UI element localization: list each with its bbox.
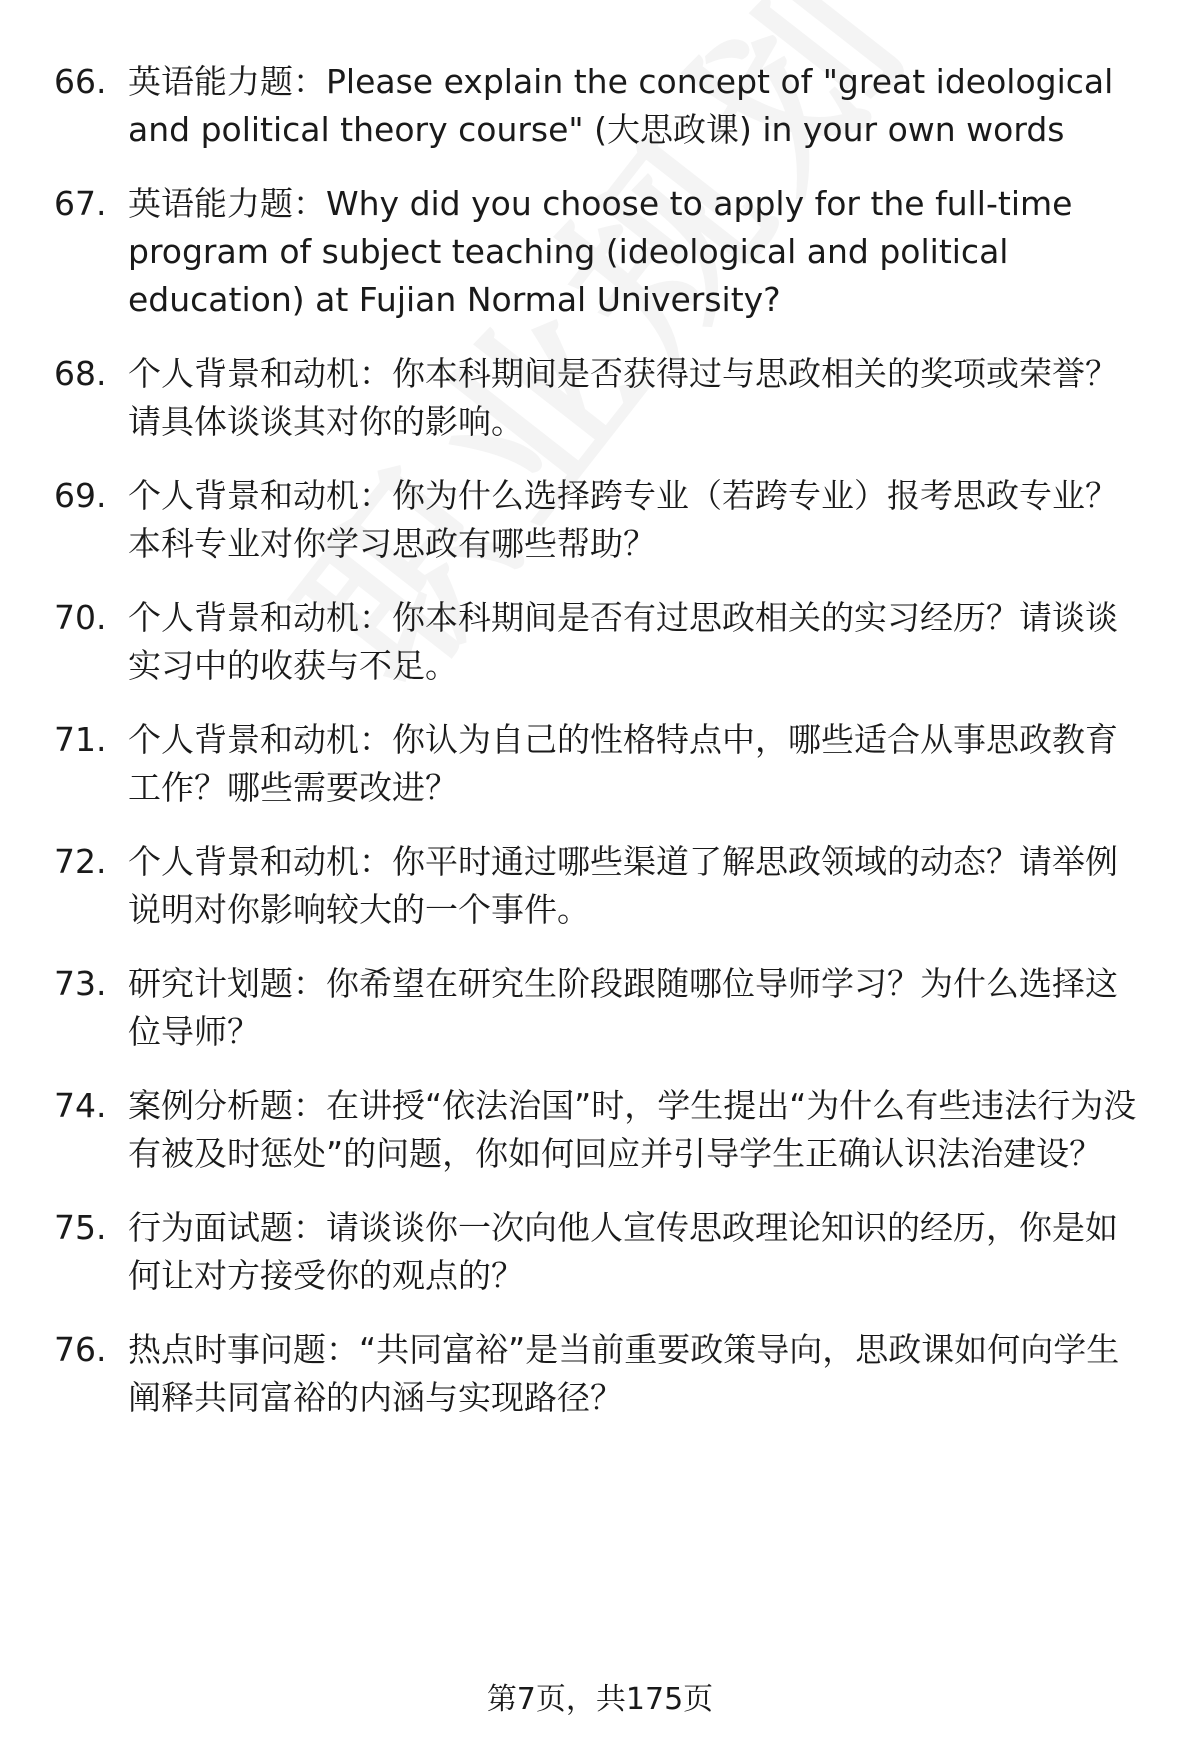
question-text: 个人背景和动机：你本科期间是否有过思政相关的实习经历？请谈谈实习中的收获与不足。: [128, 598, 1118, 685]
question-text: 英语能力题：Please explain the concept of "great ideological and political theory course" (大思政课) in your own words: [128, 62, 1114, 149]
question-number: 73.: [54, 964, 107, 1003]
question-number: 66.: [54, 62, 107, 101]
question-number: 76.: [54, 1330, 107, 1369]
question-text: 个人背景和动机：你本科期间是否获得过与思政相关的奖项或荣誉？请具体谈谈其对你的影响。: [128, 354, 1118, 441]
question-item: [54, 1326, 1144, 1422]
question-text: 行为面试题：请谈谈你一次向他人宣传思政理论知识的经历，你是如何让对方接受你的观点的？: [128, 1208, 1118, 1295]
question-text: 案例分析题：在讲授“依法治国”时，学生提出“为什么有些违法行为没有被及时惩处”的问题，你如何回应并引导学生正确认识法治建设？: [128, 1086, 1137, 1173]
question-number: 69.: [54, 476, 107, 515]
question-item: [54, 594, 1144, 690]
question-text: 热点时事问题：“共同富裕”是当前重要政策导向，思政课如何向学生阐释共同富裕的内涵与实现路径？: [128, 1330, 1120, 1417]
question-number: 70.: [54, 598, 107, 637]
question-text: 英语能力题：Why did you choose to apply for the full-time program of subject teaching (ideological and political education) at Fujian Normal University?: [128, 184, 1073, 319]
question-item: [54, 1082, 1144, 1178]
question-item: [54, 838, 1144, 934]
question-item: [54, 58, 1144, 154]
question-text: 研究计划题：你希望在研究生阶段跟随哪位导师学习？为什么选择这位导师？: [128, 964, 1118, 1051]
question-text: 个人背景和动机：你平时通过哪些渠道了解思政领域的动态？请举例说明对你影响较大的一个事件。: [128, 842, 1118, 929]
question-item: [54, 716, 1144, 812]
question-item: [54, 472, 1144, 568]
question-item: [54, 1204, 1144, 1300]
question-number: 74.: [54, 1086, 107, 1125]
question-text: 个人背景和动机：你认为自己的性格特点中，哪些适合从事思政教育工作？哪些需要改进？: [128, 720, 1118, 807]
page-number-label: 第7页，共175页: [486, 1682, 714, 1717]
question-number: 68.: [54, 354, 107, 393]
question-number: 67.: [54, 184, 107, 223]
question-item: [54, 180, 1144, 324]
question-number: 75.: [54, 1208, 107, 1247]
question-text: 个人背景和动机：你为什么选择跨专业（若跨专业）报考思政专业？本科专业对你学习思政有哪些帮助？: [128, 476, 1118, 563]
page-footer: [0, 1680, 1200, 1720]
question-number: 72.: [54, 842, 107, 881]
question-list: [54, 58, 1144, 1448]
question-number: 71.: [54, 720, 107, 759]
question-item: [54, 960, 1144, 1056]
question-item: [54, 350, 1144, 446]
